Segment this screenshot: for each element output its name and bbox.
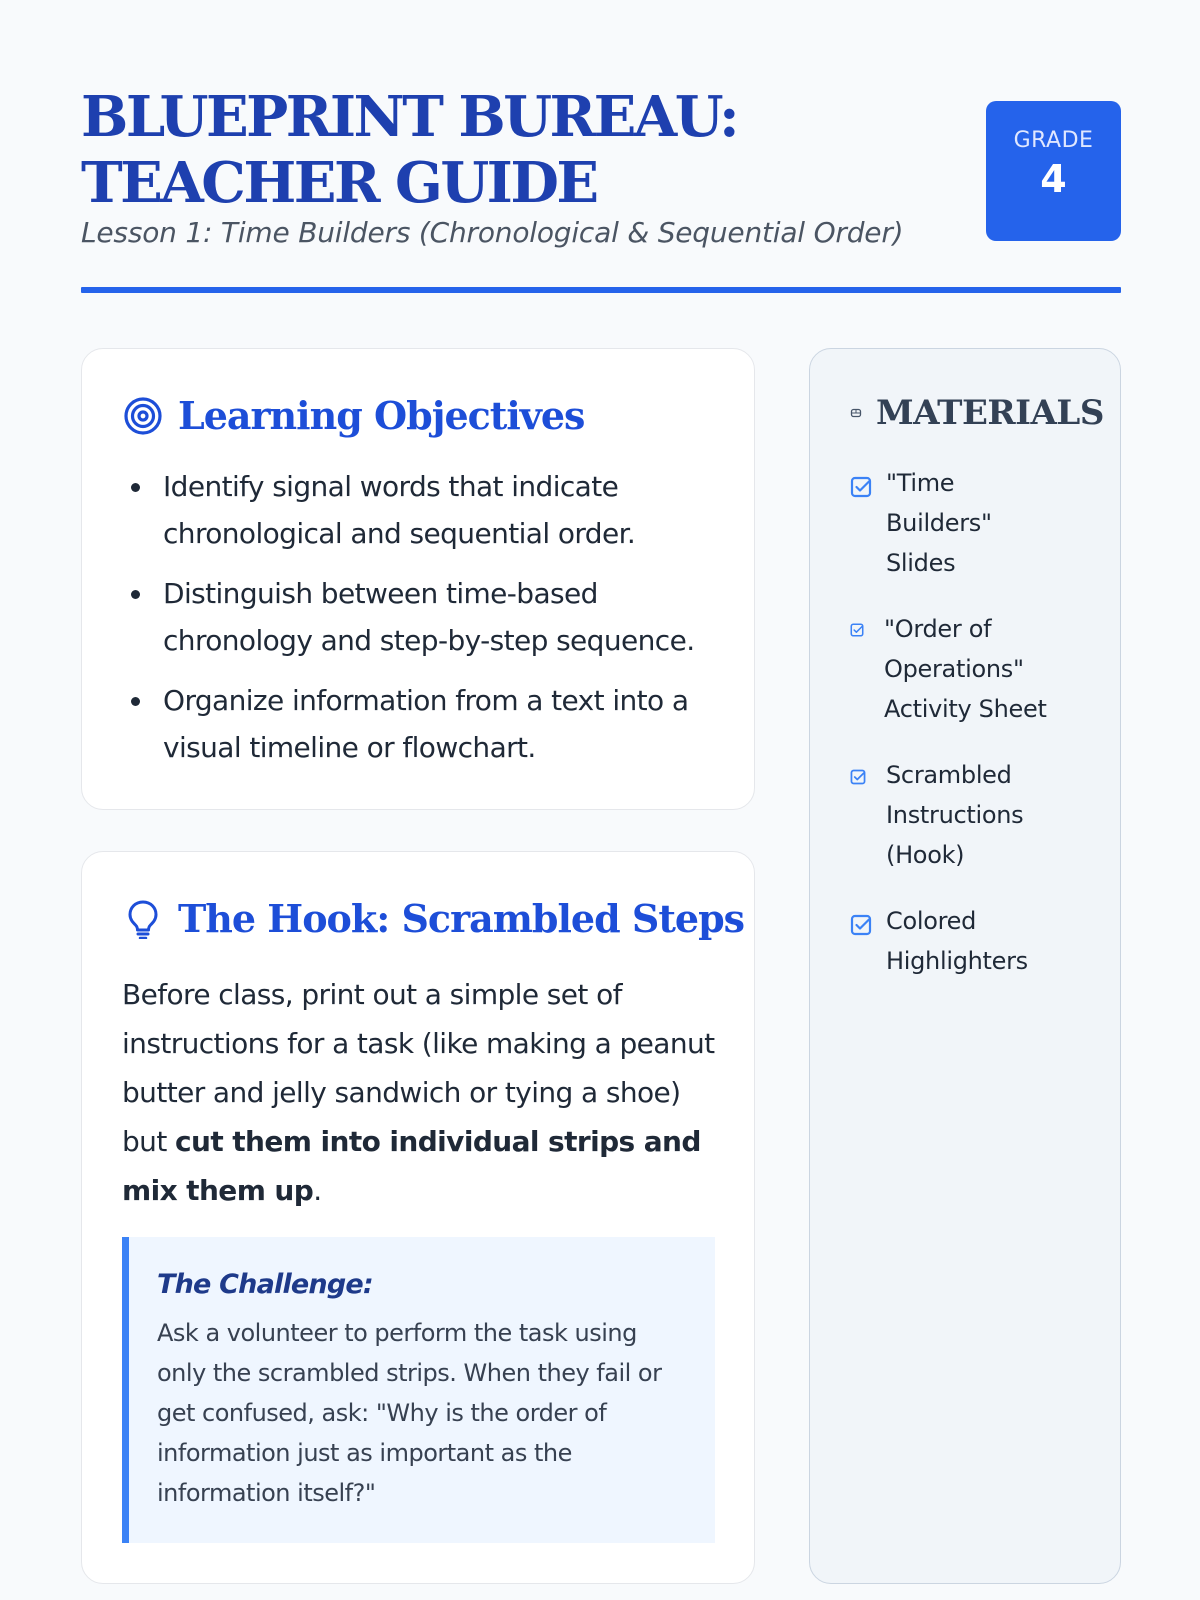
hook-card [81, 851, 755, 1584]
material-item [850, 755, 1100, 875]
hook-body-end: . [313, 1174, 322, 1207]
materials-list [850, 463, 1100, 1007]
materials-heading [850, 393, 1104, 433]
material-label: "Order of Operations" Activity Sheet [884, 615, 1047, 723]
hook-body-emphasis: cut them into individual strips and mix them up [122, 1125, 701, 1207]
lightbulb-icon [122, 898, 164, 940]
checkbox-checked-icon [850, 476, 872, 498]
objective-item [122, 677, 722, 771]
objectives-list [122, 463, 722, 784]
grade-value: 4 [1040, 157, 1067, 201]
callout-text: Ask a volunteer to perform the task using only the scrambled strips. When they fail or get confused, ask: "Why is the order of information just as important as the information itself?" [157, 1319, 662, 1507]
objective-text: Identify signal words that indicate chronological and sequential order. [163, 470, 636, 550]
objectives-heading-text: Learning Objectives [178, 393, 585, 438]
hook-heading-text: The Hook: Scrambled Steps [178, 896, 745, 941]
materials-heading-text: MATERIALS [876, 393, 1104, 433]
objective-item [122, 570, 722, 664]
bullet [131, 590, 140, 599]
checkbox-checked-icon [850, 914, 872, 936]
material-item [850, 609, 1100, 729]
package-icon [850, 407, 862, 419]
target-icon [122, 395, 164, 437]
hook-description [122, 970, 722, 1215]
grade-label: GRADE [1013, 128, 1094, 153]
material-label: "Time Builders" Slides [886, 469, 992, 577]
objective-text: Distinguish between time-based chronology and step-by-step sequence. [163, 577, 695, 657]
objective-text: Organize information from a text into a visual timeline or flowchart. [163, 684, 689, 764]
header-divider [81, 287, 1121, 293]
material-item [850, 463, 1100, 583]
learning-objectives-card [81, 348, 755, 810]
checkbox-checked-icon [850, 769, 866, 785]
material-label: Scrambled Instructions (Hook) [886, 761, 1024, 869]
objective-item [122, 463, 722, 557]
grade-badge [986, 101, 1121, 241]
callout-title: The Challenge: [157, 1269, 373, 1300]
hook-body-intro: Before class, print out a simple set of instructions for a task (like making a peanut butter and jelly sandwich or tying a shoe) but [122, 978, 715, 1158]
hook-heading [122, 896, 744, 941]
material-item [850, 901, 1100, 981]
objectives-heading [122, 393, 584, 438]
challenge-callout [122, 1237, 715, 1543]
checkbox-checked-icon [850, 623, 864, 637]
page-title: BLUEPRINT BUREAU: TEACHER GUIDE [81, 84, 738, 216]
page-header [81, 84, 1121, 294]
materials-sidebar [809, 348, 1121, 1584]
lesson-subtitle: Lesson 1: Time Builders (Chronological & Sequential Order) [81, 216, 904, 249]
material-label: Colored Highlighters [886, 907, 1028, 975]
bullet [131, 697, 140, 706]
bullet [131, 483, 140, 492]
